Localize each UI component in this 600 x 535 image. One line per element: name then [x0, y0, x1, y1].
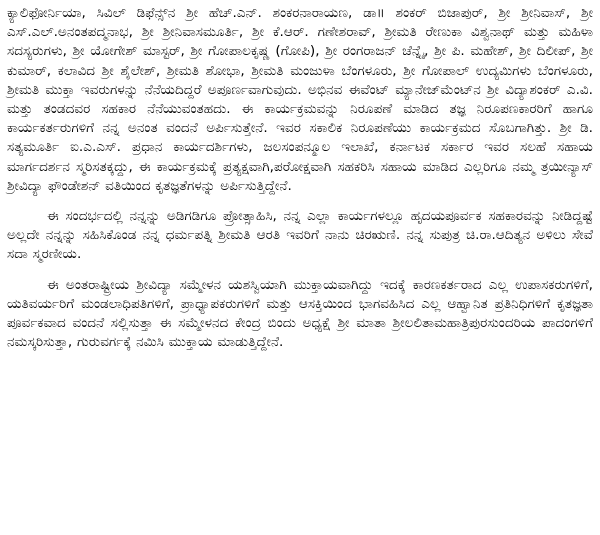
- document-page: [7, 4, 593, 352]
- paragraph-closing: ಈ ಅಂತರಾಷ್ಟ್ರೀಯ ಶ್ರೀವಿದ್ಯಾ ಸಮ್ಮೇಳನ ಯಶಸ್ವಿಯಾಗಿ ಮುಕ್ತಾಯವಾಗಿದ್ದು ಇದಕ್ಕೆ ಕಾರಣಕರ್ತರಾದ ಎಲ್ಲ ಉಪಾಸಕರುಗಳಿಗೆ, ಯತಿವರ್ಯರಿಗೆ ಮಂಡಲಾಧಿಪತಿಗಳಿಗೆ, ಪ್ರಾಧ್ಯಾಪಕರುಗಳಿಗೆ ಮತ್ತು ಆಸಕ್ತಿಯಿಂದ ಭಾಗವಹಿಸಿದ ಎಲ್ಲ ಆಹ್ವಾನಿತ ಪ್ರತಿನಿಧಿಗಳಿಗೆ ಕೃತಜ್ಞತಾ ಪೂರ್ವಕವಾದ ವಂದನೆ ಸಲ್ಲಿಸುತ್ತಾ ಈ ಸಮ್ಮೇಳನದ ಕೇಂದ್ರ ಬಿಂದು ಅಧ್ಯಕ್ಷೆ ಶ್ರೀ ಮಾತಾ ಶ್ರೀಲಲಿತಾಮಹಾತ್ರಿಪುರಸುಂದರಿಯ ಪಾದಂಗಳಿಗೆ ನಮಸ್ಕರಿಸುತ್ತಾ, ಗುರುವರ್ಗಕ್ಕೆ ನಮಿಸಿ ಮುಕ್ತಾಯ ಮಾಡುತ್ತಿದ್ದೇನೆ.: [7, 276, 593, 351]
- paragraph-family-thanks: ಈ ಸಂದರ್ಭದಲ್ಲಿ ನನ್ನನ್ನು ಅಡಿಗಡಿಗೂ ಪ್ರೋತ್ಸಾಹಿಸಿ, ನನ್ನ ಎಲ್ಲಾ ಕಾರ್ಯಗಳಲ್ಲೂ ಹೃದಯಪೂರ್ವಕ ಸಹಕಾರವನ್ನು ನೀಡಿದ್ದಷ್ಟೆ ಅಲ್ಲದೇ ನನ್ನನ್ನು ಸಹಿಸಿಕೊಂಡ ನನ್ನ ಧರ್ಮಪತ್ನಿ ಶ್ರೀಮತಿ ಆರತಿ ಇವರಿಗೆ ನಾನು ಚಿರಋಣಿ. ನನ್ನ ಸುಪುತ್ರ ಚಿ.ರಾ.ಆದಿತ್ಯನ ಅಳಿಲು ಸೇವೆ ಸದಾ ಸ್ಮರಣೀಯ.: [7, 208, 593, 263]
- paragraph-acknowledgements: ಕ್ಯಾಲಿಫೋರ್ನಿಯಾ, ಸಿವಿಲ್ ಡಿಫೆನ್ಸ್‌ನ ಶ್ರೀ ಹೆಚ್.ಎನ್. ಶಂಕರನಾರಾಯಣ, ಡಾ॥ ಶಂಕರ್ ಬಿಜಾಪುರ್, ಶ್ರೀ ಶ್ರೀನಿವಾಸ್, ಶ್ರೀ ಎಸ್.ಎಲ್.ಅನಂತಪದ್ಮನಾಭ, ಶ್ರೀ ಶ್ರೀನಿವಾಸಮೂರ್ತಿ, ಶ್ರೀ ಕೆ.ಆರ್. ಗಣೇಶರಾವ್, ಶ್ರೀಮತಿ ರೇಣುಕಾ ವಿಶ್ವನಾಥ್ ಮತ್ತು ಮಹಿಳಾ ಸದಸ್ಯರುಗಳು, ಶ್ರೀ ಯೋಗೇಶ್ ಮಾಸ್ಟರ್, ಶ್ರೀ ಗೋಪಾಲಕೃಷ್ಣ (ಗೋಪಿ), ಶ್ರೀ ರಂಗರಾಜನ್ ಚೆನ್ನೈ, ಶ್ರೀ ಪಿ. ಮಹೇಶ್, ಶ್ರೀ ದಿಲೀಪ್, ಶ್ರೀ ಕುಮಾರ್, ಕಲಾವಿದ ಶ್ರೀ ಶೈಲೇಶ್, ಶ್ರೀಮತಿ ಶೋಭಾ, ಶ್ರೀಮತಿ ಮಂಜುಳಾ ಬೆಂಗಳೂರು, ಶ್ರೀ ಗೋಪಾಲ್ ಉದ್ಯಮಿಗಳು ಬೆಂಗಳೂರು, ಶ್ರೀಮತಿ ಮುಕ್ತಾ ಇವರುಗಳನ್ನು ನೆನೆಯದಿದ್ದರೆ ಅಪೂರ್ಣವಾಗುವುದು. ಅಭಿನವ ಈವೆಂಟ್ ಮ್ಯಾನೇಜ್‌ಮೆಂಟ್‌ನ ಶ್ರೀ ವಿದ್ಯಾಶಂಕರ್ ಎ.ವಿ. ಮತ್ತು ತಂಡದವರ ಸಹಕಾರ ನೆನೆಯುವಂತಹದು. ಈ ಕಾರ್ಯಕ್ರಮವನ್ನು ನಿರೂಪಣೆ ಮಾಡಿದ ತಜ್ಞ ನಿರೂಪಣಕಾರರಿಗೆ ಹಾಗೂ ಕಾರ್ಯಕರ್ತರುಗಳಿಗೆ ನನ್ನ ಅನಂತ ವಂದನೆ ಅರ್ಪಿಸುತ್ತೇನೆ. ಇವರ ಸಕಾಲಿಕ ನಿರೂಪಣೆಯು ಕಾರ್ಯಕ್ರಮದ ಸೊಬಗಾಗಿತ್ತು. ಶ್ರೀ ಡಿ. ಸತ್ಯಮೂರ್ತಿ ಐ.ಎ.ಎಸ್. ಪ್ರಧಾನ ಕಾರ್ಯದರ್ಶಿಗಳು, ಜಲಸಂಪನ್ಮೂಲ ಇಲಾಖೆ, ಕರ್ನಾಟಕ ಸರ್ಕಾರ ಇವರ ಸಲಹೆ ಸಹಾಯ ಮಾರ್ಗದರ್ಶನ ಸ್ಮರಿಸತಕ್ಕದ್ದು, ಈ ಕಾರ್ಯಕ್ರಮಕ್ಕೆ ಪ್ರತ್ಯಕ್ಷವಾಗಿ,ಪರೋಕ್ಷವಾಗಿ ಸಹಕರಿಸಿ ಸಹಾಯ ಮಾಡಿದ ಎಲ್ಲರಿಗೂ ನಮ್ಮ ತ್ರಯೀನ್ಯಾಸ್ ಶ್ರೀವಿದ್ಯಾ ಫೌಂಡೇಶನ್ ವತಿಯಿಂದ ಕೃತಜ್ಞತೆಗಳನ್ನು ಅರ್ಪಿಸುತ್ತಿದ್ದೇನೆ.: [7, 5, 593, 194]
